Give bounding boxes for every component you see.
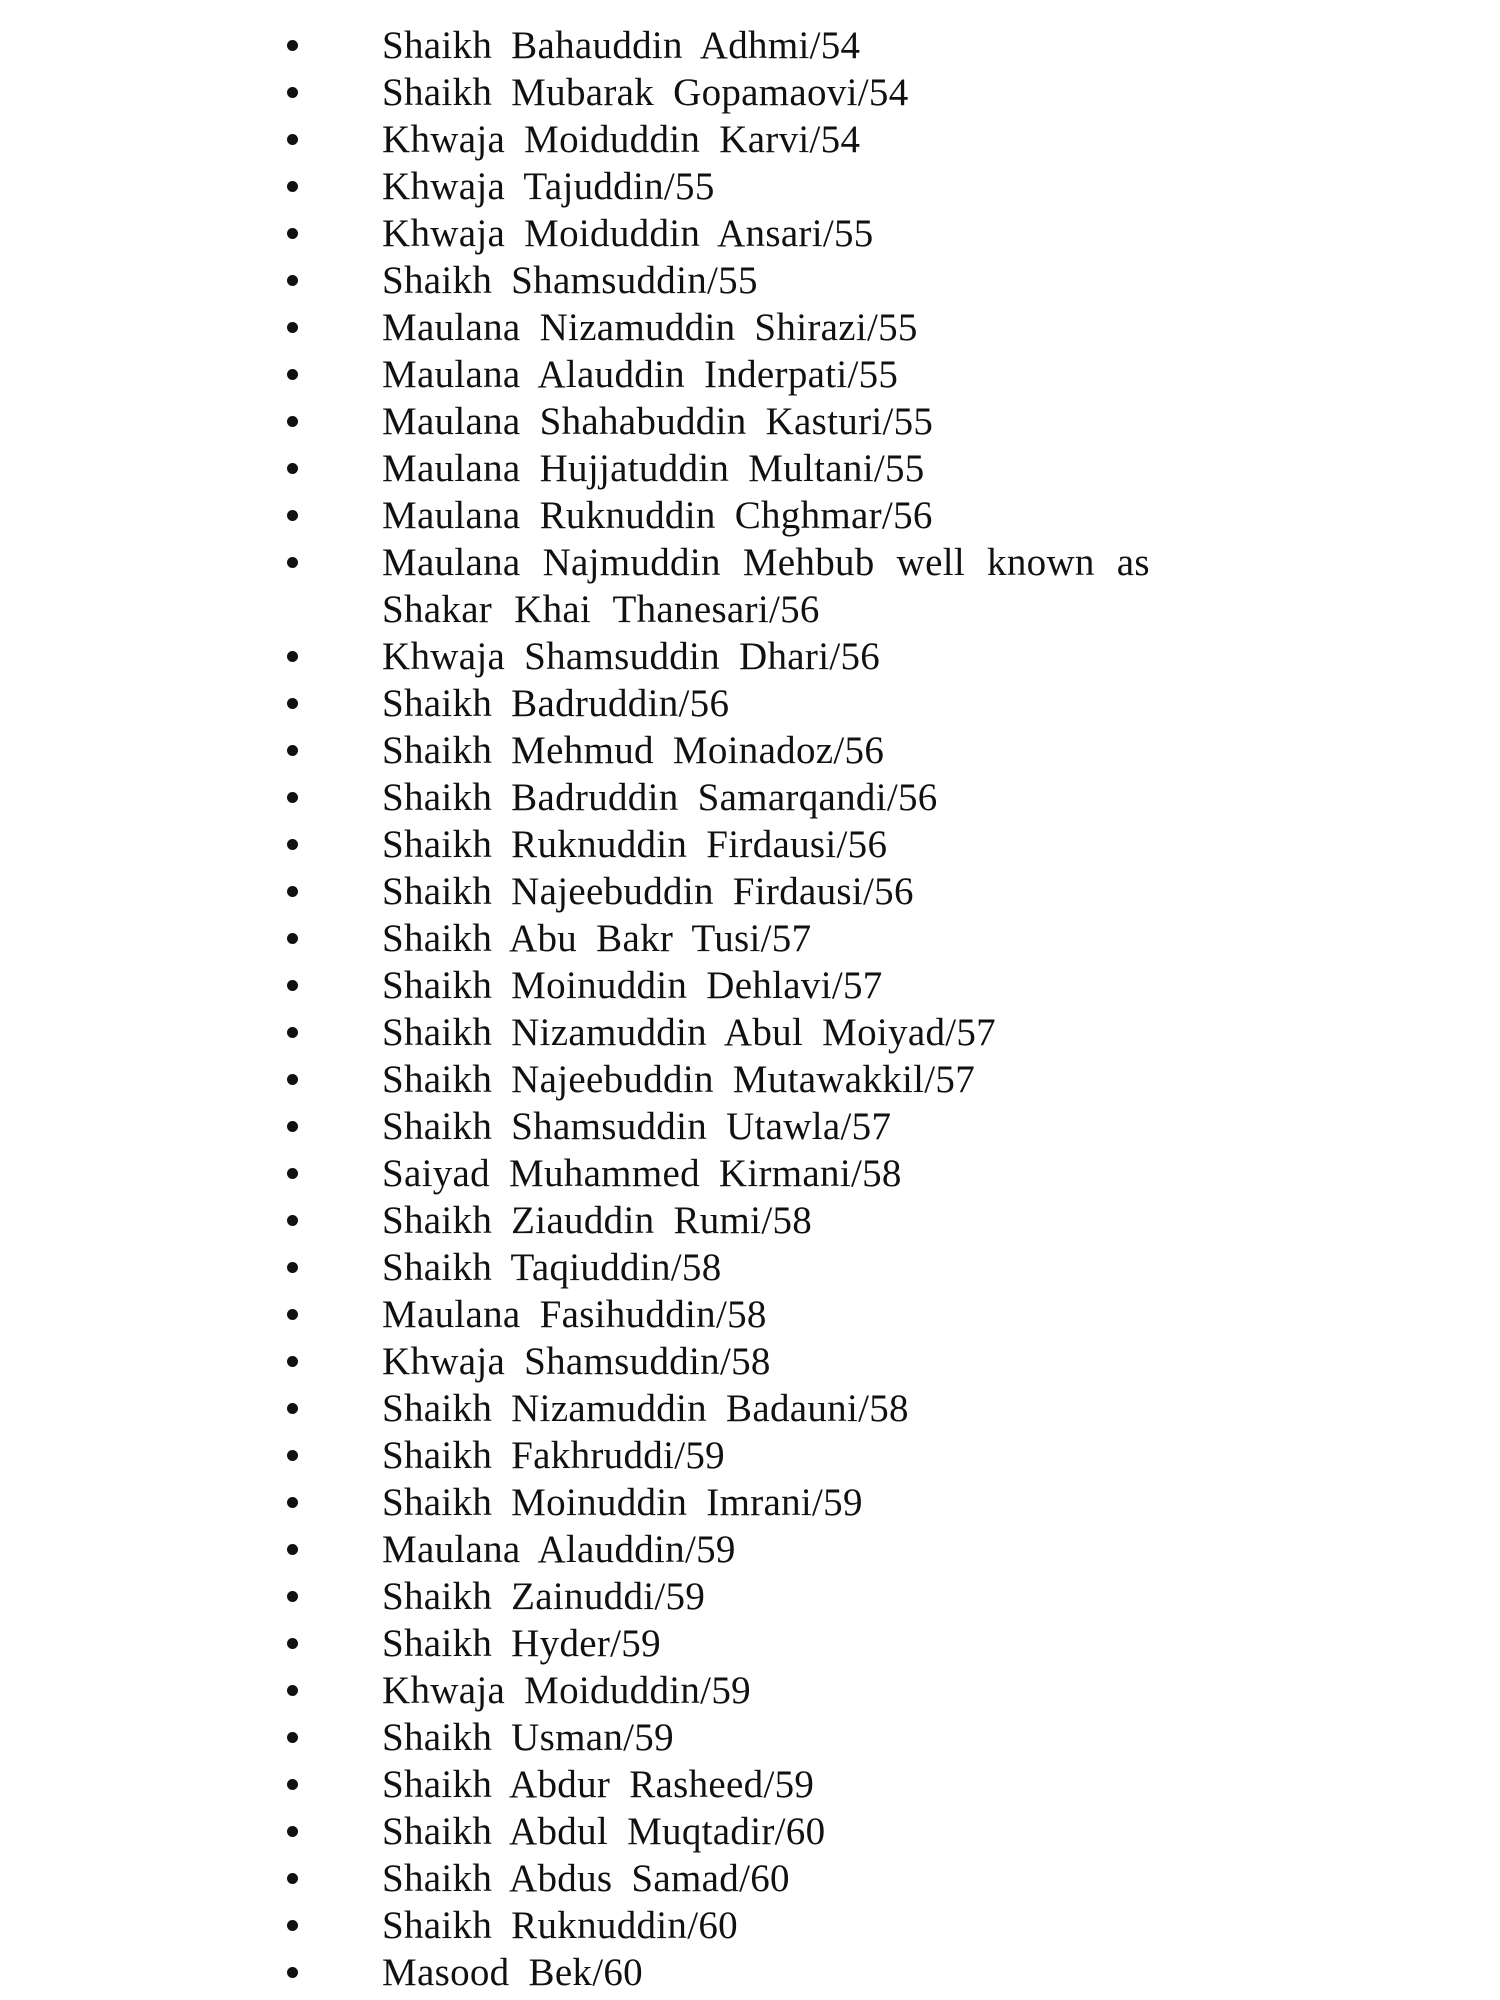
bullet-icon bbox=[287, 1826, 298, 1837]
list-item-text: Shaikh Najeebuddin Firdausi/56 bbox=[382, 870, 914, 913]
list-item-text: Maulana Shahabuddin Kasturi/55 bbox=[382, 400, 934, 443]
list-item-text: Shaikh Hyder/59 bbox=[382, 1622, 661, 1665]
bullet-icon bbox=[287, 1732, 298, 1743]
list-item bbox=[287, 539, 1267, 633]
list-item-text: Khwaja Shamsuddin Dhari/56 bbox=[382, 635, 881, 678]
list-item bbox=[287, 1291, 1267, 1338]
bullet-icon bbox=[287, 1685, 298, 1696]
bullet-icon bbox=[287, 369, 298, 380]
bullet-icon bbox=[287, 1309, 298, 1320]
list-item bbox=[287, 1197, 1267, 1244]
list-item-text: Shaikh Moinuddin Imrani/59 bbox=[382, 1481, 863, 1524]
list-item bbox=[287, 210, 1267, 257]
bullet-icon bbox=[287, 1215, 298, 1226]
list-item-text: Shaikh Mubarak Gopamaovi/54 bbox=[382, 71, 909, 114]
bullet-icon bbox=[287, 134, 298, 145]
list-item-text: Shaikh Ruknuddin Firdausi/56 bbox=[382, 823, 888, 866]
list-item bbox=[287, 1808, 1267, 1855]
list-item bbox=[287, 727, 1267, 774]
bullet-icon bbox=[287, 792, 298, 803]
list-item-text: Shaikh Badruddin Samarqandi/56 bbox=[382, 776, 938, 819]
list-item-text: Maulana Alauddin/59 bbox=[382, 1528, 736, 1571]
list-item bbox=[287, 304, 1267, 351]
list-item-text: Saiyad Muhammed Kirmani/58 bbox=[382, 1152, 902, 1195]
list-item-text: Shaikh Abdur Rasheed/59 bbox=[382, 1763, 815, 1806]
bullet-icon bbox=[287, 1168, 298, 1179]
list-item bbox=[287, 1902, 1267, 1949]
bullet-icon bbox=[287, 40, 298, 51]
bullet-icon bbox=[287, 1591, 298, 1602]
list-item bbox=[287, 962, 1267, 1009]
list-item-text: Shaikh Shamsuddin/55 bbox=[382, 259, 758, 302]
list-item-text: Shaikh Ziauddin Rumi/58 bbox=[382, 1199, 813, 1242]
list-item bbox=[287, 1714, 1267, 1761]
list-item bbox=[287, 69, 1267, 116]
list-item bbox=[287, 1855, 1267, 1902]
bullet-icon bbox=[287, 87, 298, 98]
list-item-text: Shaikh Ruknuddin/60 bbox=[382, 1904, 738, 1947]
list-item bbox=[287, 22, 1267, 69]
list-item bbox=[287, 1667, 1267, 1714]
list-item-text: Shaikh Bahauddin Adhmi/54 bbox=[382, 24, 861, 67]
bullet-icon bbox=[287, 839, 298, 850]
list-item-text: Maulana Ruknuddin Chghmar/56 bbox=[382, 494, 933, 537]
bullet-icon bbox=[287, 1544, 298, 1555]
list-item-text: Maulana Nizamuddin Shirazi/55 bbox=[382, 306, 918, 349]
list-item-text: Maulana Najmuddin Mehbub well known as Shakar Khai Thanesari/56 bbox=[382, 541, 1150, 631]
list-item bbox=[287, 163, 1267, 210]
bullet-icon bbox=[287, 1497, 298, 1508]
list-item-text: Shaikh Nizamuddin Abul Moiyad/57 bbox=[382, 1011, 996, 1054]
list-item bbox=[287, 257, 1267, 304]
list-item-text: Shaikh Shamsuddin Utawla/57 bbox=[382, 1105, 892, 1148]
bullet-icon bbox=[287, 1873, 298, 1884]
list-item-text: Khwaja Moiduddin/59 bbox=[382, 1669, 751, 1712]
list-item-text: Shaikh Usman/59 bbox=[382, 1716, 674, 1759]
list-item bbox=[287, 915, 1267, 962]
list-item-text: Shaikh Fakhruddi/59 bbox=[382, 1434, 725, 1477]
list-item-text: Shaikh Zainuddi/59 bbox=[382, 1575, 706, 1618]
bullet-icon bbox=[287, 1967, 298, 1978]
bullet-icon bbox=[287, 510, 298, 521]
list-item bbox=[287, 398, 1267, 445]
list-item-text: Shaikh Nizamuddin Badauni/58 bbox=[382, 1387, 909, 1430]
bullet-icon bbox=[287, 1121, 298, 1132]
bullet-icon bbox=[287, 1074, 298, 1085]
bullet-icon bbox=[287, 745, 298, 756]
list-item bbox=[287, 492, 1267, 539]
list-item-text: Maulana Alauddin Inderpati/55 bbox=[382, 353, 899, 396]
bullet-icon bbox=[287, 275, 298, 286]
list-item bbox=[287, 1573, 1267, 1620]
list-item-text: Khwaja Moiduddin Ansari/55 bbox=[382, 212, 874, 255]
list-item bbox=[287, 1103, 1267, 1150]
bullet-icon bbox=[287, 980, 298, 991]
list-item bbox=[287, 1338, 1267, 1385]
bullet-icon bbox=[287, 228, 298, 239]
bullet-icon bbox=[287, 933, 298, 944]
bullet-icon bbox=[287, 1779, 298, 1790]
bullet-icon bbox=[287, 416, 298, 427]
list-item bbox=[287, 1526, 1267, 1573]
list-item-text: Masood Bek/60 bbox=[382, 1951, 643, 1994]
list-item bbox=[287, 1009, 1267, 1056]
list-item bbox=[287, 774, 1267, 821]
list-item bbox=[287, 1244, 1267, 1291]
bullet-icon bbox=[287, 1403, 298, 1414]
list-item-text: Maulana Fasihuddin/58 bbox=[382, 1293, 767, 1336]
list-item-text: Shaikh Moinuddin Dehlavi/57 bbox=[382, 964, 883, 1007]
list-item-text: Khwaja Moiduddin Karvi/54 bbox=[382, 118, 861, 161]
list-item bbox=[287, 1150, 1267, 1197]
list-item bbox=[287, 633, 1267, 680]
list-item bbox=[287, 1385, 1267, 1432]
list-item bbox=[287, 868, 1267, 915]
bullet-icon bbox=[287, 463, 298, 474]
list-item-text: Shaikh Mehmud Moinadoz/56 bbox=[382, 729, 885, 772]
list-item-text: Shaikh Badruddin/56 bbox=[382, 682, 730, 725]
list-item bbox=[287, 1479, 1267, 1526]
list-item-text: Shaikh Abdus Samad/60 bbox=[382, 1857, 790, 1900]
list-item bbox=[287, 445, 1267, 492]
bullet-icon bbox=[287, 1262, 298, 1273]
list-item-text: Khwaja Shamsuddin/58 bbox=[382, 1340, 771, 1383]
bullet-icon bbox=[287, 1027, 298, 1038]
list-item bbox=[287, 1056, 1267, 1103]
names-list bbox=[287, 22, 1267, 1996]
list-item-text: Khwaja Tajuddin/55 bbox=[382, 165, 715, 208]
bullet-icon bbox=[287, 886, 298, 897]
list-item bbox=[287, 680, 1267, 727]
bullet-icon bbox=[287, 651, 298, 662]
list-item bbox=[287, 1620, 1267, 1667]
list-item bbox=[287, 1949, 1267, 1996]
list-item-text: Shaikh Taqiuddin/58 bbox=[382, 1246, 722, 1289]
list-item-text: Maulana Hujjatuddin Multani/55 bbox=[382, 447, 925, 490]
list-item bbox=[287, 1761, 1267, 1808]
bullet-icon bbox=[287, 322, 298, 333]
list-item bbox=[287, 351, 1267, 398]
bullet-icon bbox=[287, 181, 298, 192]
list-item bbox=[287, 821, 1267, 868]
list-item bbox=[287, 116, 1267, 163]
list-item-text: Shaikh Najeebuddin Mutawakkil/57 bbox=[382, 1058, 976, 1101]
list-item-text: Shaikh Abdul Muqtadir/60 bbox=[382, 1810, 826, 1853]
bullet-icon bbox=[287, 1920, 298, 1931]
bullet-icon bbox=[287, 1450, 298, 1461]
bullet-icon bbox=[287, 557, 298, 568]
list-item bbox=[287, 1432, 1267, 1479]
list-item-text: Shaikh Abu Bakr Tusi/57 bbox=[382, 917, 812, 960]
bullet-icon bbox=[287, 1356, 298, 1367]
bullet-icon bbox=[287, 1638, 298, 1649]
bullet-icon bbox=[287, 698, 298, 709]
